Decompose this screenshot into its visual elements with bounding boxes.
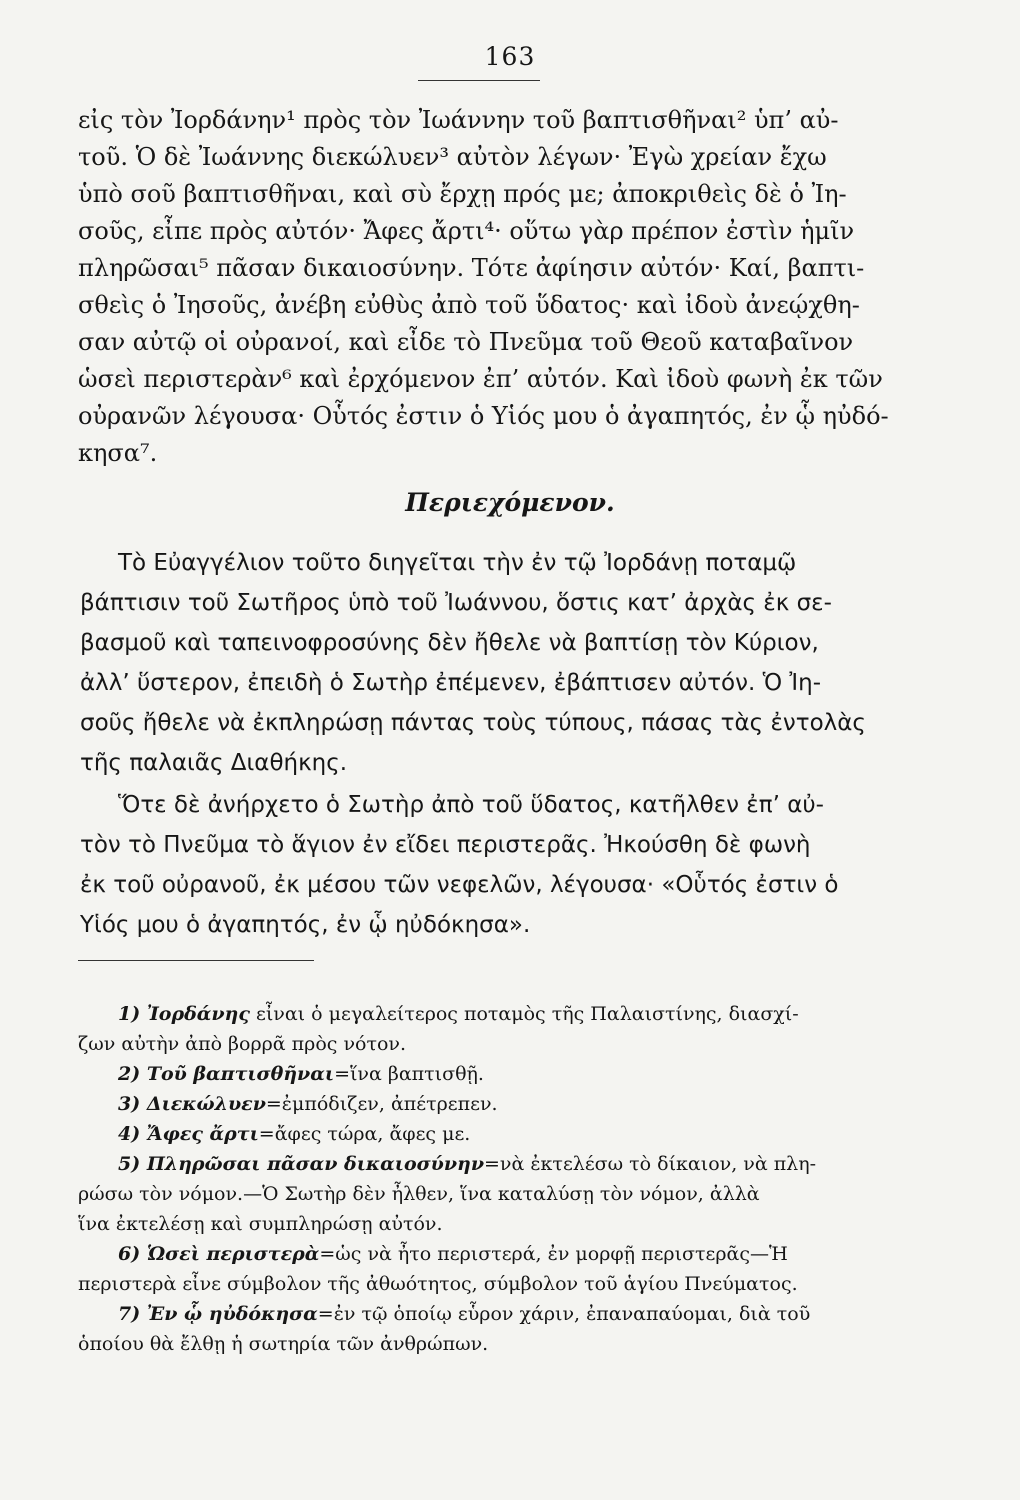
- footnote-ref: 7) Ἐν ᾧ ηὐδόκησα: [118, 1303, 318, 1325]
- footnote-text: =ἄφες τώρα, ἄφες με.: [258, 1123, 471, 1145]
- summary-line: τὸν τὸ Πνεῦμα τὸ ἅγιον ἐν εἴδει περιστερᾶς. Ἠκούσθη δὲ φωνὴ: [80, 832, 811, 858]
- footnote-ref: 5) Πληρῶσαι πᾶσαν δικαιοσύνην: [118, 1153, 485, 1175]
- footnote-5: [118, 1153, 816, 1175]
- footnote-line: ρώσω τὸν νόμον.—Ὁ Σωτὴρ δὲν ἦλθεν, ἵνα καταλύσῃ τὸν νόμον, ἀλλὰ: [78, 1183, 760, 1205]
- summary-line: Τὸ Εὐαγγέλιον τοῦτο διηγεῖται τὴν ἐν τῷ Ἰορδάνῃ ποταμῷ: [118, 550, 797, 576]
- text-line: ὡσεὶ περιστερὰν⁶ καὶ ἐρχόμενον ἐπ’ αὐτόν. Καὶ ἰδοὺ φωνὴ ἐκ τῶν: [78, 365, 883, 393]
- header-rule: [418, 80, 540, 81]
- text-line: ὑπὸ σοῦ βαπτισθῆναι, καὶ σὺ ἔρχῃ πρός με; ἀποκριθεὶς δὲ ὁ Ἰη-: [78, 180, 847, 208]
- text-line: σθεὶς ὁ Ἰησοῦς, ἀνέβη εὐθὺς ἀπὸ τοῦ ὕδατος· καὶ ἰδοὺ ἀνεῴχθη-: [78, 291, 860, 319]
- footnote-line: ζων αὐτὴν ἀπὸ βορρᾶ πρὸς νότον.: [78, 1033, 406, 1055]
- footnote-4: [118, 1123, 470, 1145]
- footnote-text: =ὡς νὰ ἦτο περιστερά, ἐν μορφῇ περιστερᾶς—Ἡ: [319, 1243, 788, 1265]
- footnote-line: ἵνα ἐκτελέσῃ καὶ συμπληρώσῃ αὐτόν.: [78, 1213, 443, 1235]
- summary-line: ἐκ τοῦ οὐρανοῦ, ἐκ μέσου τῶν νεφελῶν, λέγουσα· «Οὗτός ἐστιν ὁ: [80, 872, 839, 898]
- footnote-ref: 4) Ἄφες ἄρτι: [118, 1123, 259, 1145]
- summary-line: βάπτισιν τοῦ Σωτῆρος ὑπὸ τοῦ Ἰωάννου, ὅστις κατ’ ἀρχὰς ἐκ σε-: [80, 590, 832, 616]
- summary-line: Υἱός μου ὁ ἀγαπητός, ἐν ᾧ ηὐδόκησα».: [80, 912, 531, 938]
- summary-line: τῆς παλαιᾶς Διαθήκης.: [80, 750, 348, 776]
- summary-title: Περιεχόμενον.: [405, 488, 615, 517]
- page-number: 163: [484, 42, 536, 71]
- text-line: τοῦ. Ὁ δὲ Ἰωάννης διεκώλυεν³ αὐτὸν λέγων· Ἐγὼ χρείαν ἔχω: [78, 143, 827, 171]
- footnote-text: εἶναι ὁ μεγαλείτερος ποταμὸς τῆς Παλαιστίνης, διασχί-: [249, 1003, 799, 1025]
- footnote-line: περιστερὰ εἶνε σύμβολον τῆς ἀθωότητος, σύμβολον τοῦ ἁγίου Πνεύματος.: [78, 1273, 798, 1295]
- footnote-rule: [78, 960, 314, 961]
- text-line: εἰς τὸν Ἰορδάνην¹ πρὸς τὸν Ἰωάννην τοῦ βαπτισθῆναι² ὑπ’ αὐ-: [78, 106, 839, 134]
- footnote-ref: 3) Διεκώλυεν: [118, 1093, 266, 1115]
- footnote-2: [118, 1063, 484, 1085]
- footnote-3: [118, 1093, 498, 1115]
- text-line: σοῦς, εἶπε πρὸς αὐτόν· Ἄφες ἄρτι⁴· οὕτω γὰρ πρέπον ἐστὶν ἡμῖν: [78, 217, 855, 245]
- text-line: κησα⁷.: [78, 439, 158, 467]
- footnote-ref: 1) Ἰορδάνης: [118, 1003, 250, 1025]
- summary-line: Ὅτε δὲ ἀνήρχετο ὁ Σωτὴρ ἀπὸ τοῦ ὕδατος, κατῆλθεν ἐπ’ αὐ-: [118, 792, 824, 818]
- text-line: οὐρανῶν λέγουσα· Οὗτός ἐστιν ὁ Υἱός μου ὁ ἀγαπητός, ἐν ᾧ ηὐδό-: [78, 402, 889, 430]
- text-line: σαν αὐτῷ οἱ οὐρανοί, καὶ εἶδε τὸ Πνεῦμα τοῦ Θεοῦ καταβαῖνον: [78, 328, 854, 356]
- footnote-text: =ἐμπόδιζεν, ἀπέτρεπεν.: [265, 1093, 498, 1115]
- text-line: πληρῶσαι⁵ πᾶσαν δικαιοσύνην. Τότε ἀφίησιν αὐτόν· Καί, βαπτι-: [78, 254, 865, 282]
- summary-line: σοῦς ἤθελε νὰ ἐκπληρώσῃ πάντας τοὺς τύπους, πάσας τὰς ἐντολὰς: [80, 710, 866, 736]
- footnote-line: ὁποίου θὰ ἔλθῃ ἡ σωτηρία τῶν ἀνθρώπων.: [78, 1333, 489, 1355]
- footnote-7: [118, 1303, 810, 1325]
- footnote-text: =ἐν τῷ ὁποίῳ εὗρον χάριν, ἐπαναπαύομαι, διὰ τοῦ: [317, 1303, 811, 1325]
- footnote-text: =ἵνα βαπτισθῇ.: [334, 1063, 484, 1085]
- summary-line: ἀλλ’ ὕστερον, ἐπειδὴ ὁ Σωτὴρ ἐπέμενεν, ἐβάπτισεν αὐτόν. Ὁ Ἰη-: [80, 670, 822, 696]
- summary-line: βασμοῦ καὶ ταπεινοφροσύνης δὲν ἤθελε νὰ βαπτίσῃ τὸν Κύριον,: [80, 630, 819, 656]
- footnote-6: [118, 1243, 788, 1265]
- footnote-ref: 6) Ὡσεὶ περιστερὰ: [118, 1243, 320, 1265]
- footnote-text: =νὰ ἐκτελέσω τὸ δίκαιον, νὰ πλη-: [484, 1153, 817, 1175]
- footnote-ref: 2) Τοῦ βαπτισθῆναι: [118, 1063, 335, 1085]
- footnote-1: [118, 1003, 799, 1025]
